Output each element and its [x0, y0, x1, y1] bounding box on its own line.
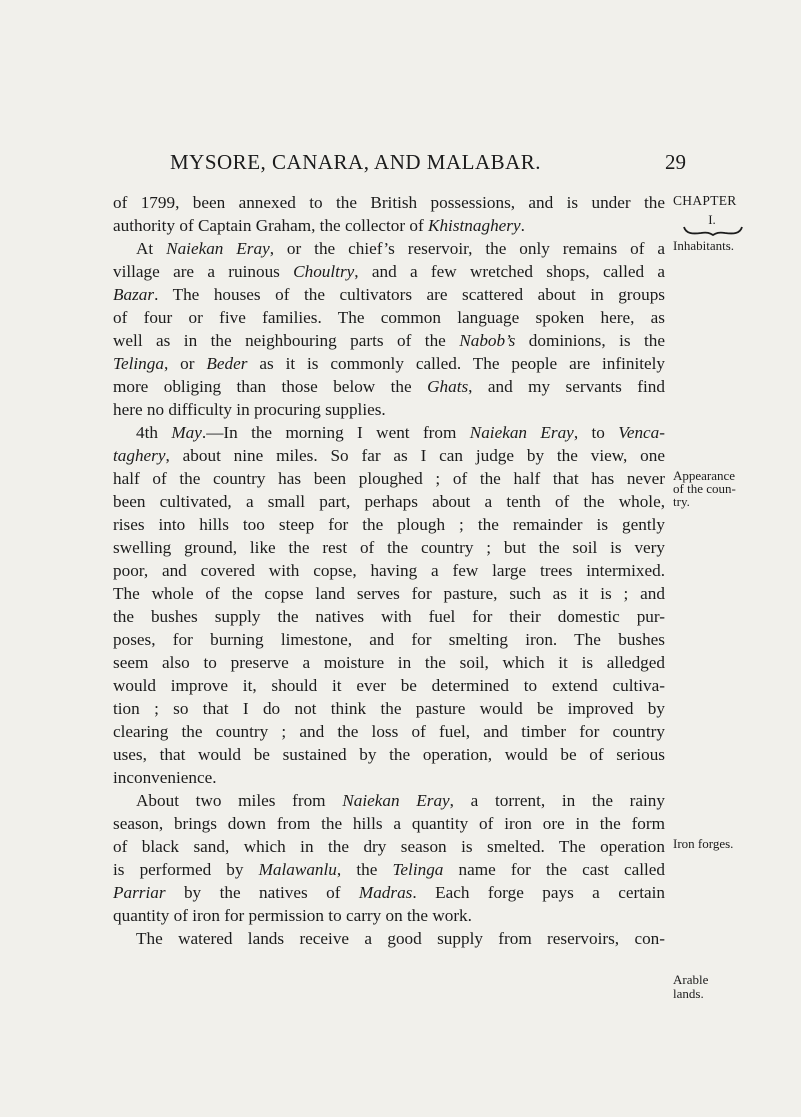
body-line: season, brings down from the hills a quantity of iron ore in the form — [113, 814, 665, 833]
margin-note-arable-lands: Arable — [673, 972, 709, 987]
body-line: taghery, about nine miles. So far as I can judge by the view, one — [113, 446, 665, 465]
page-number: 29 — [665, 150, 686, 174]
body-line: here no difficulty in procuring supplies. — [113, 400, 386, 419]
body-line: inconvenience. — [113, 768, 217, 787]
brace-icon — [683, 226, 743, 236]
body-line: more obliging than those below the Ghats, and my servants find — [113, 377, 665, 396]
margin-note-appearance: of the coun- — [673, 481, 736, 496]
body-line: of four or five families. The common language spoken here, as — [113, 308, 665, 327]
body-line: village are a ruinous Choultry, and a few wretched shops, called a — [113, 262, 665, 281]
body-line: At Naiekan Eray, or the chief’s reservoir, the only remains of a — [136, 239, 665, 258]
body-line: quantity of iron for permission to carry on the work. — [113, 906, 472, 925]
margin-note-appearance: try. — [673, 494, 690, 509]
body-line: tion ; so that I do not think the pasture would be improved by — [113, 699, 665, 718]
body-line: half of the country has been ploughed ; of the half that has never — [113, 469, 665, 488]
body-line: uses, that would be sustained by the operation, would be of serious — [113, 745, 665, 764]
margin-note-inhabitants: Inhabitants. — [673, 238, 735, 253]
margin-note-iron-forges: Iron forges. — [673, 836, 734, 851]
body-line: is performed by Malawanlu, the Telinga name for the cast called — [113, 860, 666, 879]
body-line: poor, and covered with copse, having a few large trees intermixed. — [113, 561, 665, 580]
body-line: 4th May.—In the morning I went from Naiekan Eray, to Venca- — [136, 423, 665, 442]
body-text — [113, 191, 665, 950]
body-line: The whole of the copse land serves for pasture, such as it is ; and — [113, 584, 665, 603]
body-line: would improve it, should it ever be determined to extend cultiva- — [113, 676, 665, 695]
body-line: Parriar by the natives of Madras. Each forge pays a certain — [113, 883, 665, 902]
body-line: The watered lands receive a good supply from reservoirs, con- — [136, 929, 665, 948]
body-line: well as in the neighbouring parts of the Nabob’s dominions, is the — [113, 331, 665, 350]
running-title: MYSORE, CANARA, AND MALABAR. — [170, 150, 542, 174]
chapter-number: I. — [708, 212, 716, 227]
body-line: been cultivated, a small part, perhaps about a tenth of the whole, — [113, 492, 665, 511]
margin-note-arable-lands: lands. — [673, 986, 704, 1001]
body-line: the bushes supply the natives with fuel for their domestic pur- — [113, 607, 665, 626]
body-line: of black sand, which in the dry season is smelted. The operation — [113, 837, 665, 856]
margin-note-appearance: Appearance — [673, 468, 736, 483]
body-line: seem also to preserve a moisture in the soil, which it is alledged — [113, 653, 665, 672]
running-head — [0, 150, 801, 180]
body-line: Bazar. The houses of the cultivators are scattered about in groups — [113, 285, 665, 304]
chapter-label: CHAPTER — [673, 193, 737, 208]
body-line: rises into hills too steep for the plough ; the remainder is gently — [113, 515, 665, 534]
body-line: About two miles from Naiekan Eray, a torrent, in the rainy — [136, 791, 665, 810]
body-line: swelling ground, like the rest of the country ; but the soil is very — [113, 538, 665, 557]
body-line: authority of Captain Graham, the collector of Khistnaghery. — [113, 216, 525, 235]
body-line: clearing the country ; and the loss of fuel, and timber for country — [113, 722, 665, 741]
body-line: poses, for burning limestone, and for smelting iron. The bushes — [113, 630, 665, 649]
body-line: of 1799, been annexed to the British possessions, and is under the — [113, 193, 665, 212]
body-line: Telinga, or Beder as it is commonly called. The people are infinitely — [113, 354, 665, 373]
